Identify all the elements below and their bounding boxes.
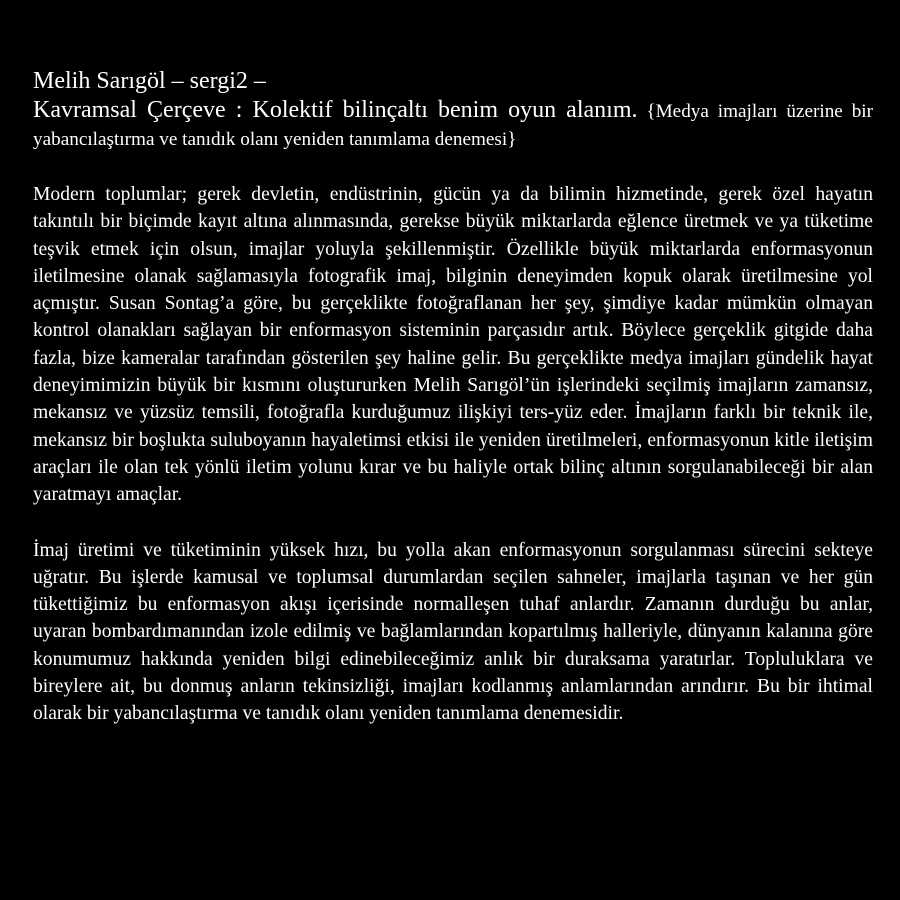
document-page — [33, 66, 873, 728]
body-paragraph-2: İmaj üretimi ve tüketiminin yüksek hızı, bu yolla akan enformasyonun sorgulanması sürecini sekteye uğratır. Bu işlerde kamusal ve toplumsal durumlardan seçilen sahneler, imajlarla taşınan ve her gün tükettiğimiz bu enformasyon akışı içerisinde normalleşen tuhaf anlardır. Zamanın durduğu bu anlar, uyaran bombardımanından izole edilmiş ve bağlamlarından kopartılmış halleriyle, dünyanın kalanına göre konumumuz hakkında yeniden bilgi edinebileceğimiz anlık bir duraksama yaratırlar. Topluluklara ve bireylere ait, bu donmuş anların tekinsizliği, imajları kodlanmış anlamlarından arındırır. Bu bir ihtimal olarak bir yabancılaştırma ve tanıdık olanı yeniden tanımlama denemesidir. — [33, 539, 873, 725]
subtitle-tail: {Medya imajları üzerine bir yabancılaştırma ve tanıdık olanı yeniden tanımlama denemesi} — [33, 101, 874, 150]
subtitle-lead: Kavramsal Çerçeve : Kolektif bilinçaltı benim oyun alanım. — [33, 97, 638, 123]
document-subtitle — [33, 96, 873, 154]
body-paragraph-1: Modern toplumlar; gerek devletin, endüstrinin, gücün ya da bilimin hizmetinde, gerek özel hayatın takıntılı bir biçimde kayıt altına alınmasında, gerekse büyük miktarlarda eğlence üretmek ve ya tüketime teşvik etmek için olsun, imajlar yoluyla şekillenmiştir. Özellikle büyük miktarlarda enformasyonun iletilmesine olanak sağlamasıyla fotografik imaj, bilginin deneyimden kopuk olarak üretilmesine yol açmıştır. Susan Sontag’a göre, bu gerçeklikte fotoğraflanan her şey, şimdiye kadar mümkün olmayan kontrol olanakları sağlayan bir enformasyon sisteminin parçasıdır artık. Böylece gerçeklik gitgide daha fazla, bize kameralar tarafından gösterilen şey haline gelir. Bu gerçeklikte medya imajları gündelik hayat deneyimimizin büyük bir kısmını oluştururken Melih Sarıgöl’ün işlerindeki seçilmiş imajların zamansız, mekansız ve yüzsüz temsili, fotoğrafla kurduğumuz ilişkiyi ters-yüz eder. İmajların farklı bir teknik ile, mekansız bir boşlukta suluboyanın hayaletimsi etkisi ile yeniden üretilmeleri, enformasyonun kitle iletişim araçları ile olan tek yönlü iletim yolunu kırar ve bu haliyle ortak bilinç altının sorgulanabileceği bir alan yaratmayı amaçlar. — [33, 184, 873, 506]
document-title: Melih Sarıgöl – sergi2 – — [33, 68, 266, 94]
